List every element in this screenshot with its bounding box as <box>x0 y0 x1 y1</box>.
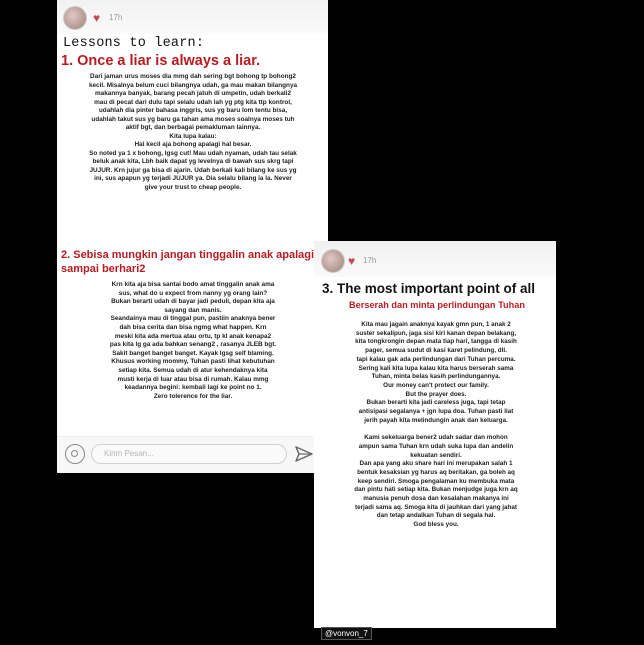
text-line: makannya banyak, barang pecah jatuh di umpetin, udah berkali2 <box>94 90 292 97</box>
text-line: So noted ya 1 x bohong, lgsg cut! Mau udah nyaman, udah tau selak <box>89 149 297 157</box>
text-line: mau di pecat dari dulu tapi selalu udah lah yg ptg kita ttp kontrol, <box>94 98 292 106</box>
text-line: kita tongkrongin depan mata tiap hari, tangga di kasih <box>355 338 517 346</box>
text-line: JUJUR. Krn jujur ga bisa di ajarin. Udah berkali kali bilang ke sus yg <box>89 166 297 174</box>
text-line: Bukan berarti kita jadi careless juga, tapi tetap <box>366 399 506 407</box>
text-line: Dari jaman urus moses dia mmg dah sering bgt bohong tp bohong2 <box>90 73 296 80</box>
point1-body <box>65 73 321 192</box>
avatar[interactable] <box>321 249 345 273</box>
text-line: dan tetap andalkan Tuhan di segala hal. <box>376 512 496 520</box>
lessons-heading: Lessons to learn: <box>63 36 205 51</box>
text-line: dah bisa cerita dan bisa ngmg what happen. Krn <box>119 323 267 331</box>
text-line: Hal kecil aja bohong apalagi hal besar. <box>134 141 252 148</box>
text-line: dan pintu hati setiap kita. Bukan menjudge juga krn aq <box>354 486 518 494</box>
text-line: Khusus working mommy, Tuhan pasti lihat kebutuhan <box>111 358 275 366</box>
text-line: keep sendiri. Smoga pengalaman ku membuka mata <box>357 477 515 485</box>
point3-subtitle: Berserah dan minta perlindungan Tuhan <box>349 300 525 310</box>
text-line: udahlah dia pinter bahasa inggris, sus yg baru lom tentu bisa, <box>98 107 288 114</box>
text-line: sayang dan manis. <box>164 306 222 314</box>
text-line: Our money can't protect our family. <box>383 381 489 389</box>
camera-icon[interactable] <box>65 444 85 464</box>
text-line: Bukan berarti udah di bayar jadi peduli, depan kita aja <box>111 298 275 306</box>
text-line: Kami sekeluarga bener2 udah sadar dan mohon <box>364 434 508 442</box>
send-icon[interactable] <box>293 443 315 465</box>
story-time: 17h <box>109 13 123 22</box>
text-line: kekuatan sendiri. <box>410 451 462 459</box>
text-line: give your trust to cheap people. <box>144 183 242 191</box>
text-line: musti kerja di luar atau bisa di rumah. Kalau mmg <box>117 375 269 383</box>
text-line <box>322 425 550 434</box>
story-reply-bar <box>57 436 328 473</box>
text-line: aktif bgt, dan berbagai pemakluman lainnya. <box>125 124 261 131</box>
text-line: setiap kita. Semua udah di atur kehendaknya kita <box>118 366 268 374</box>
text-line: manusia penuh dosa dan kesalahan makanya ini <box>363 495 509 503</box>
text-line: God bless you. <box>413 521 459 529</box>
text-line: meski kita ada mertua atau ortu, tp kl anak kenapa2 <box>114 332 272 340</box>
text-line: antisipasi segalanya + jgn lupa doa. Tuhan pasti liat <box>358 408 514 416</box>
text-line: suster sekalipun, jaga sisi kiri kanan depan belakang, <box>355 329 517 337</box>
text-line: Kita mau jagain anaknya kayak gmn pun, 1 anak 2 <box>361 321 511 328</box>
text-line: bentuk kesaksian yg harus aq beritakan, ga boleh aq <box>357 468 515 476</box>
point2-body <box>67 281 319 401</box>
message-input[interactable]: Kirim Pesan... <box>91 444 287 464</box>
text-line: tapi kalau gak ada perlindungan dari Tuhan percuma. <box>356 355 516 363</box>
text-line: Dan apa yang aku share hari ini merupakan salah 1 <box>359 460 513 468</box>
text-line: pas kita lg ga ada bahkan senang2 , rasanya JLEB bgt. <box>109 341 277 349</box>
text-line: But the prayer does. <box>405 390 467 398</box>
story-header <box>57 0 328 34</box>
text-line: Sakit banget banget banget. Kayak lgsg self blaming. <box>112 349 274 357</box>
text-line: sus, what do u expect from nanny yg orang lain? <box>118 289 268 297</box>
text-line: keadannya begini: kembali lagi ke point no 1. <box>124 384 262 392</box>
text-line: Krn kita aja bisa santai bodo amat tinggalin anak ama <box>111 281 275 288</box>
text-line: udahlah takut sus yg baru ga tahan ama moses soalnya moses tuh <box>91 115 295 123</box>
text-line: Seandainya mau di tinggal pun, pastiin anaknya bener <box>110 315 276 323</box>
text-line: pager, semua sudut di kasi karet pelindung, dll. <box>365 347 507 355</box>
point3-body <box>322 321 550 530</box>
point2-title: 2. Sebisa mungkin jangan tinggalin anak apalagi sampai berhari2 <box>61 249 315 275</box>
text-line: terjadi sama aq. Smoga kita di jauhkan dari yang jahat <box>354 503 518 511</box>
text-line: ampun sama Tuhan krn udah suka lupa dan andelin <box>358 442 514 450</box>
story-panel-right <box>314 241 556 628</box>
heart-icon: ♥ <box>93 11 101 25</box>
text-line: jerih payah kita melindungin anak dan keluarga. <box>364 416 508 424</box>
text-line: beluk anak kita, Lbh baik dapat yg levelnya di bawah sus skrg tapi <box>92 158 294 165</box>
text-line: kecil. Misalnya belum cuci bilangnya udah, ga mau makan bilangnya <box>88 81 298 89</box>
text-line: Sering kali kita lupa kalau kita harus berserah sama <box>358 364 514 372</box>
heart-icon: ♥ <box>348 254 356 268</box>
story-panel-left <box>57 0 328 473</box>
point3-title: 3. The most important point of all <box>322 281 536 296</box>
text-line: Zero tolerence for the liar. <box>153 392 233 400</box>
story-header <box>314 241 556 277</box>
avatar[interactable] <box>63 6 87 30</box>
text-line: Tuhan, minta belas kasih perlindungannya. <box>371 373 501 381</box>
text-line: Kita lupa kalau: <box>169 132 217 140</box>
text-line: ini, sus apapun yg terjadi JUJUR ya. Dia selalu bilang ia la. Never <box>94 175 292 182</box>
watermark-username: @vonvon_7 <box>321 627 372 640</box>
story-time: 17h <box>363 256 377 265</box>
point1-title: 1. Once a liar is always a liar. <box>61 53 261 69</box>
